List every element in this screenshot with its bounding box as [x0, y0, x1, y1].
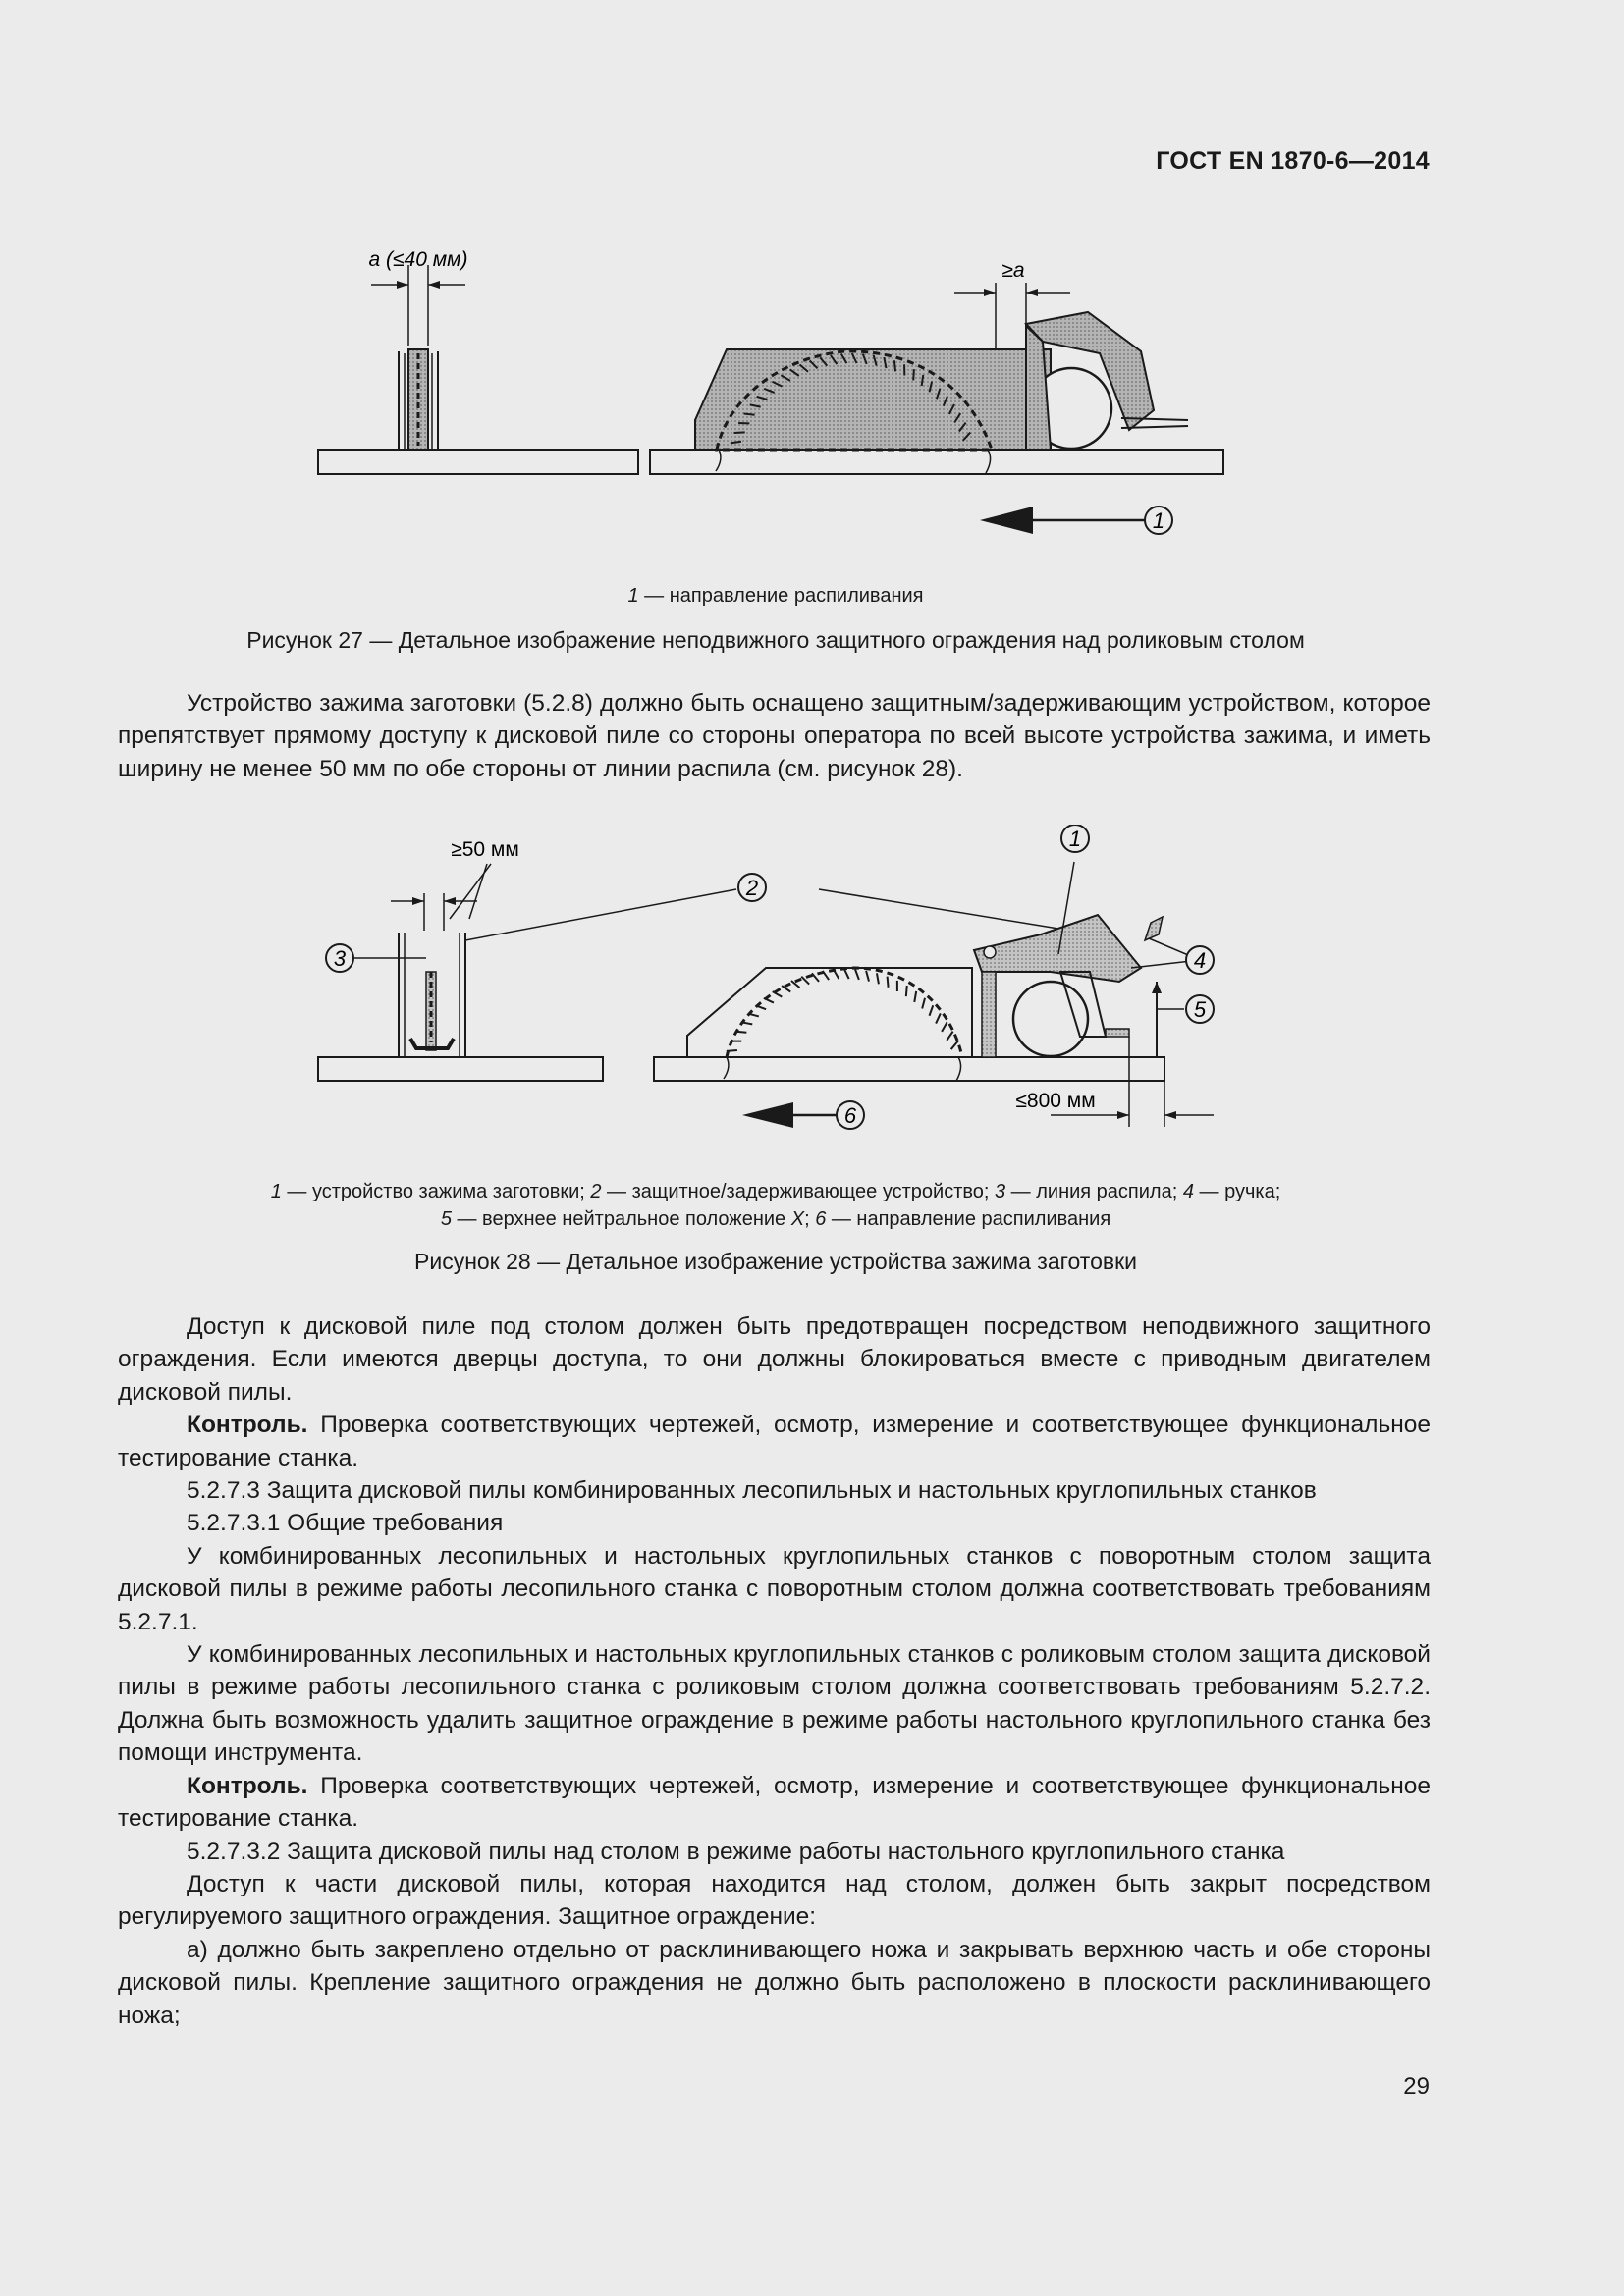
- legend-text: ;: [804, 1208, 816, 1230]
- fig28-legend-line-1: [118, 1178, 1434, 1205]
- paragraph-text: Проверка соответствующих чертежей, осмотр, измерение и соответствующее функциональное тестирование станка.: [118, 1412, 1431, 1471]
- legend-number: 1: [270, 1181, 282, 1202]
- saw-blade-teeth: [727, 969, 958, 1051]
- figure-27-drawing: [295, 236, 1237, 550]
- fig28-callout-5-number: 5: [1193, 997, 1207, 1022]
- fig28-direction-arrow: [742, 1102, 793, 1128]
- fig27-side-view: [318, 248, 638, 474]
- section-heading: [118, 1836, 1431, 1868]
- legend-text: — устройство зажима заготовки;: [281, 1181, 591, 1202]
- section-heading: [118, 1507, 1431, 1539]
- paragraph-text: У комбинированных лесопильных и настольных круглопильных станков с роликовым столом защита дисковой пилы в режиме работы лесопильного станка с роликовым столом должна соответствовать требованиям 5.2.7.2. Должна быть возможность удалить защитное ограждение в режиме работы настольного круглопильного станка без помощи инструмента.: [118, 1641, 1431, 1767]
- list-item: [118, 1934, 1431, 2032]
- fig28-elevation-view: [654, 825, 1214, 1129]
- legend-number: 4: [1182, 1181, 1194, 1202]
- fig28-dim-50-label: ≥50 мм: [451, 838, 519, 861]
- document-code-header: ГОСТ EN 1870-6—2014: [1156, 147, 1430, 175]
- legend-text: — защитное/задерживающее устройство;: [601, 1181, 995, 1202]
- paragraph-text: 5.2.7.3 Защита дисковой пилы комбинированных лесопильных и настольных круглопильных станков: [187, 1477, 1317, 1505]
- fig28-callout-3-number: 3: [333, 946, 347, 971]
- paragraph: [118, 1310, 1431, 1409]
- fig27-direction-arrow: [980, 507, 1033, 534]
- paragraph-text: Проверка соответствующих чертежей, осмотр, измерение и соответствующее функциональное тестирование станка.: [118, 1772, 1431, 1833]
- fig27-dim-a-label: a (≤40 мм): [368, 248, 468, 271]
- legend-text: — ручка;: [1193, 1181, 1281, 1202]
- legend-number: 3: [995, 1181, 1006, 1202]
- paragraph: [118, 1638, 1431, 1770]
- fig27-dim-ge-a-label: ≥a: [1001, 259, 1025, 282]
- paragraph-bold-lead: Контроль.: [187, 1412, 308, 1439]
- page-number: 29: [1403, 2073, 1430, 2100]
- paragraph: [118, 1540, 1431, 1638]
- paragraph: [118, 1770, 1431, 1836]
- paragraph-clamp-requirement: [118, 687, 1431, 785]
- fig28-callout-6-number: 6: [843, 1103, 857, 1128]
- section-heading: [118, 1474, 1431, 1507]
- paragraph-text: 5.2.7.3.2 Защита дисковой пилы над столом в режиме работы настольного круглопильного станка: [187, 1838, 1285, 1865]
- legend-number: 6: [815, 1208, 827, 1230]
- legend-number: 5: [440, 1208, 452, 1230]
- figure-28-drawing: [295, 825, 1237, 1139]
- figure-27-caption: Рисунок 27 — Детальное изображение неподвижного защитного ограждения над роликовым столом: [246, 627, 1305, 653]
- main-body-text: [118, 1310, 1431, 2032]
- fig27-callout-1-number: 1: [1152, 508, 1165, 533]
- paragraph-text: а) должно быть закреплено отдельно от расклинивающего ножа и закрывать верхнюю часть и обе стороны дисковой пилы. Крепление защитного ограждения не должно быть расположено в плоскости расклинивающего ножа;: [118, 1936, 1431, 2029]
- legend-number: X: [790, 1208, 805, 1230]
- fig28-side-view: [318, 838, 736, 1081]
- paragraph: [118, 1409, 1431, 1474]
- paragraph-text: Устройство зажима заготовки (5.2.8) должно быть оснащено защитным/задерживающим устройством, которое препятствует прямому доступу к дисковой пиле со стороны оператора по всей высоте устройства зажима, и иметь ширину не менее 50 мм по обе стороны от линии распила (см. рисунок 28).: [118, 690, 1431, 782]
- fig28-legend-line-2: [118, 1205, 1434, 1233]
- fig28-callout-1-number: 1: [1068, 827, 1082, 851]
- fig28-callout-4-number: 4: [1193, 948, 1207, 973]
- legend-text: — линия распила;: [1005, 1181, 1183, 1202]
- paragraph-bold-lead: Контроль.: [187, 1772, 308, 1799]
- figure-28-caption: Рисунок 28 — Детальное изображение устройства зажима заготовки: [414, 1249, 1137, 1274]
- paragraph: [118, 1868, 1431, 1934]
- legend-number: 2: [590, 1181, 602, 1202]
- paragraph-text: У комбинированных лесопильных и настольных круглопильных станков с поворотным столом защита дисковой пилы в режиме работы лесопильного станка с поворотным столом должна соответствовать требованиям 5.2.7.1.: [118, 1542, 1431, 1635]
- fig27-legend-number: 1: [627, 585, 639, 607]
- fig28-callout-2-number: 2: [745, 876, 759, 900]
- legend-text: — верхнее нейтральное положение: [451, 1208, 791, 1230]
- legend-text: — направление распиливания: [826, 1208, 1111, 1230]
- paragraph-text: Доступ к дисковой пиле под столом должен быть предотвращен посредством неподвижного защитного ограждения. Если имеются дверцы доступа, то они должны блокироваться вместе с приводным двигателем дисковой пилы.: [118, 1313, 1431, 1406]
- paragraph-text: Доступ к части дисковой пилы, которая находится над столом, должен быть закрыт посредством регулируемого защитного ограждения. Защитное ограждение:: [118, 1870, 1431, 1931]
- paragraph-text: 5.2.7.3.1 Общие требования: [187, 1510, 504, 1537]
- fig28-dim-800-label: ≤800 мм: [1015, 1090, 1096, 1112]
- figure-28-legend: [118, 1178, 1434, 1233]
- fig27-legend-text: — направление распиливания: [638, 585, 924, 607]
- figure-27-legend: [118, 582, 1434, 610]
